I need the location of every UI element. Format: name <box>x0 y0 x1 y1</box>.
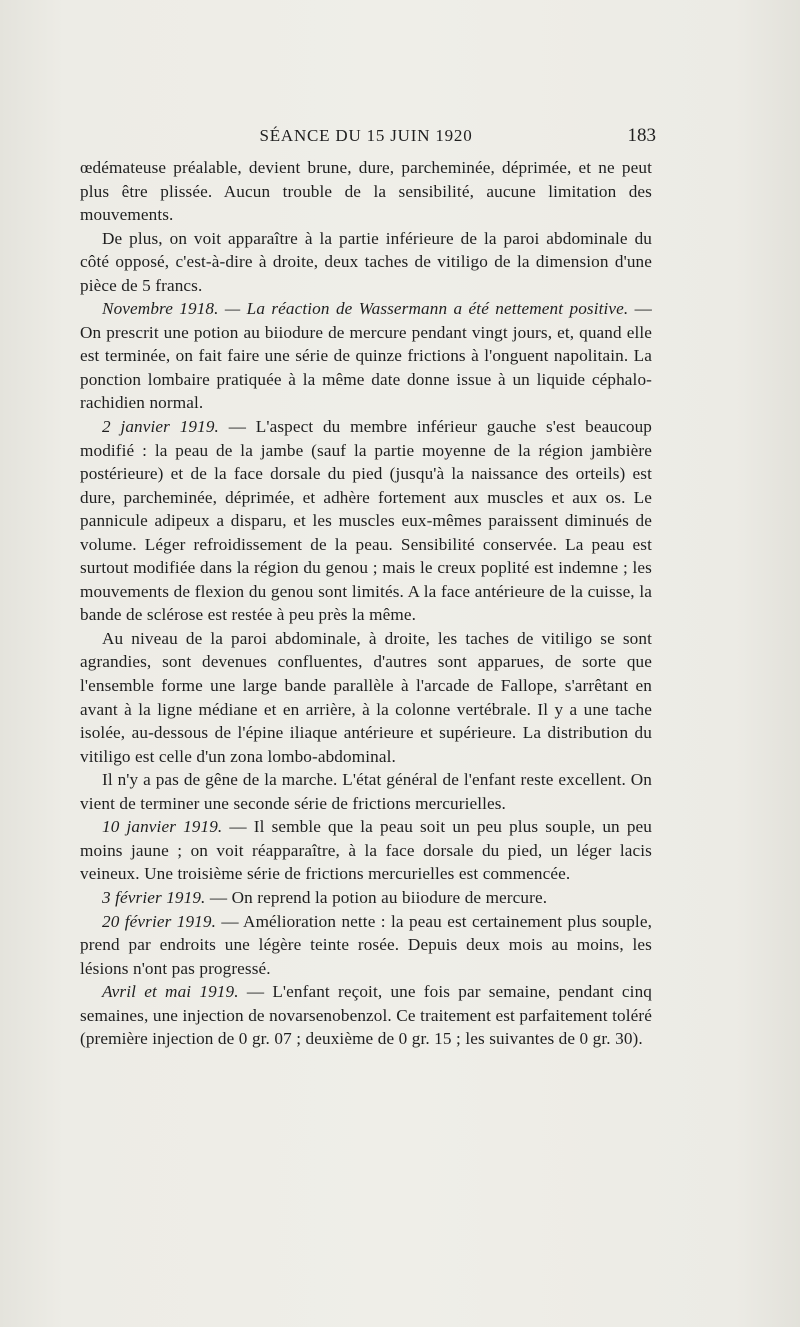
paragraph-5 <box>80 627 652 768</box>
paragraph-text: — On reprend la potion au biiodure de mercure. <box>205 887 548 907</box>
entry-date: 20 février 1919. <box>102 911 217 931</box>
entry-date: 3 février 1919. <box>102 887 206 907</box>
paragraph-3 <box>80 297 652 415</box>
paragraph-text: De plus, on voit apparaître à la partie inférieure de la paroi abdominale du côté opposé, c'est-à-dire à droite, deux taches de vitiligo de la dimension d'une pièce de 5 francs. <box>80 228 652 295</box>
body-text <box>80 156 652 1051</box>
running-header-title: SÉANCE DU 15 JUIN 1920 <box>259 126 473 145</box>
paragraph-text: — Amélioration nette : la peau est certainement plus souple, prend par endroits une légère teinte rosée. Depuis deux mois au moins, les lésions n'ont pas progressé. <box>80 911 652 978</box>
paragraph-9 <box>80 910 652 981</box>
paragraph-10 <box>80 980 652 1051</box>
paragraph-2 <box>80 227 652 298</box>
paragraph-text: — Il semble que la peau soit un peu plus souple, un peu moins jaune ; on voit réapparaître, à la face dorsale du pied, un léger lacis veineux. Une troisième série de frictions mercurielles est commencée. <box>80 817 653 884</box>
paragraph-text: œdémateuse préalable, devient brune, dure, parcheminée, déprimée, et ne peut plus être plissée. Aucun trouble de la sensibilité, aucune limitation des mouvements. <box>80 158 652 225</box>
entry-date: Avril et mai 1919. <box>102 982 239 1002</box>
entry-date: Novembre 1918. <box>102 299 219 319</box>
page-number: 183 <box>627 125 656 146</box>
paragraph-text: — On prescrit une potion au biiodure de mercure pendant vingt jours, et, quand elle est terminée, on fait faire une série de quinze frictions à l'onguent napolitain. La ponction lombaire pratiquée à la même date donne issue à un liquide céphalo-rachidien normal. <box>80 299 652 413</box>
entry-date: 10 janvier 1919. <box>102 817 223 837</box>
paragraph-1 <box>80 156 652 227</box>
paragraph-7 <box>80 815 652 886</box>
paragraph-text: Il n'y a pas de gêne de la marche. L'état général de l'enfant reste excellent. On vient de terminer une seconde série de frictions mercurielles. <box>80 770 652 813</box>
running-header <box>80 123 656 149</box>
paragraph-text: Au niveau de la paroi abdominale, à droite, les taches de vitiligo se sont agrandies, sont devenues confluentes, d'autres sont apparues, de sorte que l'ensemble forme une large bande parallèle à l'arcade de Fallope, s'arrêtant en avant à la ligne médiane et en arrière, à la colonne vertébrale. Il y a une tache isolée, au-dessous de l'épine iliaque antérieure et supérieure. La distribution du vitiligo est celle d'un zona lombo-abdominal. <box>80 628 652 766</box>
entry-date: 2 janvier 1919. <box>102 417 219 437</box>
paragraph-8 <box>80 886 652 910</box>
italic-lead: — La réaction de Wassermann a été nettement positive. <box>218 299 629 319</box>
paragraph-6 <box>80 768 652 815</box>
paragraph-text: — L'aspect du membre inférieur gauche s'est beaucoup modifié : la peau de la jambe (sauf la partie moyenne de la région jambière postérieure) et de la face dorsale du pied (jusqu'à la naissance des orteils) est dure, parcheminée, déprimée, et adhère fortement aux muscles et aux os. Le pannicule adipeux a disparu, et les muscles eux-mêmes paraissent diminués de volume. Léger refroidissement de la peau. Sensibilité conservée. La peau est surtout modifiée dans la région du genou ; mais le creux poplité est indemne ; les mouvements de flexion du genou sont limités. A la face antérieure de la cuisse, la bande de sclérose est restée à peu près la même. <box>80 417 652 625</box>
paragraph-text: — L'enfant reçoit, une fois par semaine, pendant cinq semaines, une injection de novarsenobenzol. Ce traitement est parfaitement toléré (première injection de 0 gr. 07 ; deuxième de 0 gr. 15 ; les suivantes de 0 gr. 30). <box>80 982 653 1049</box>
paragraph-4 <box>80 415 652 627</box>
